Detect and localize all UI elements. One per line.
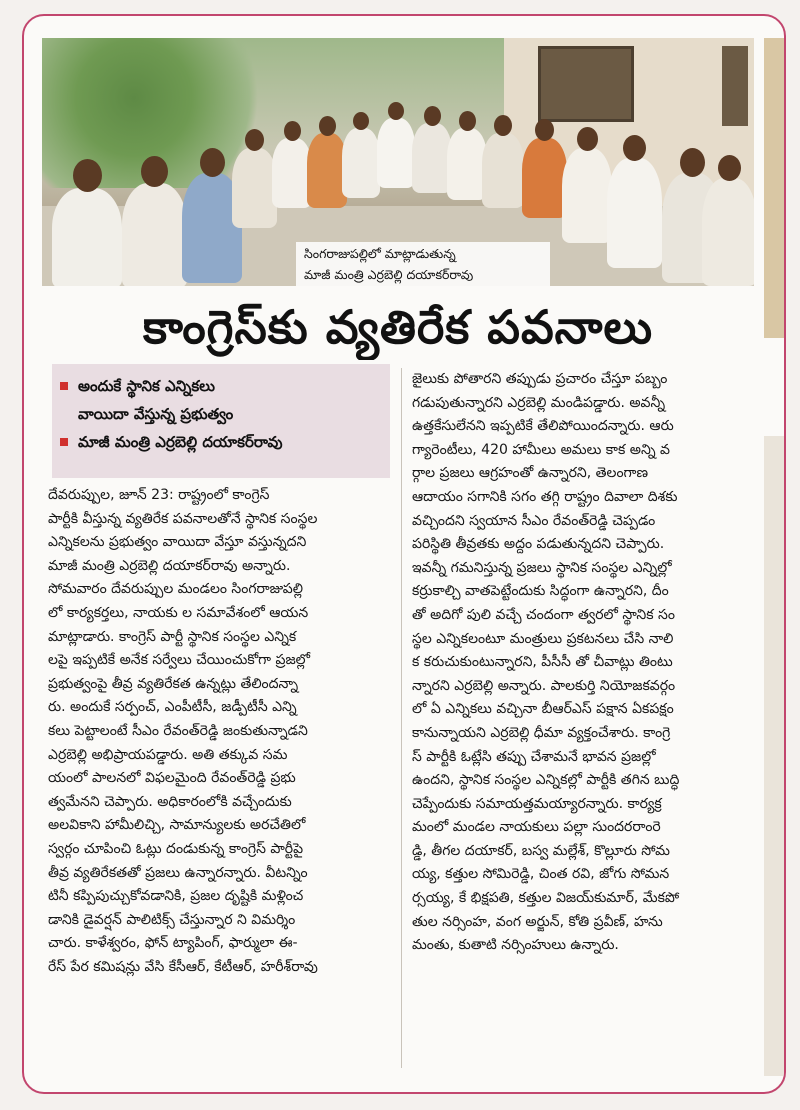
article-line: సోమవారం దేవరుప్పుల మండలం సింగరాజుపల్లి	[48, 581, 303, 598]
article-line: మంతు, కుతాటి నర్సింహులు ఉన్నారు.	[412, 937, 619, 954]
newspaper-clipping	[22, 14, 786, 1094]
article-line: గ్యారెంటీలు, 420 హామీలు అమలు కాక అన్ని వ	[412, 441, 671, 458]
highlight-text: మాజీ మంత్రి ఎర్రబెల్లి దయాకర్‌రావు	[78, 433, 283, 451]
highlight-box	[52, 364, 390, 478]
article-line: మాట్లాడారు. కాంగ్రెస్ పార్టీ స్థానిక సంస్థల ఎన్నిక	[48, 628, 297, 645]
article-line: లపై ఇప్పటికే అనేక సర్వేలు చేయించుకోగా ప్రజల్లో	[48, 652, 311, 669]
article-line: మాజీ మంత్రి ఎర్రబెల్లి దయాకర్‌రావు అన్నారు.	[48, 557, 291, 574]
photo-caption	[296, 242, 550, 286]
news-photo	[42, 38, 754, 286]
article-line: కర్రుకాల్చి వాతపెట్టేందుకు సిద్ధంగా ఉన్నారని, దీం	[412, 583, 669, 600]
photo-caption-line2: మాజీ మంత్రి ఎర్రబెల్లి దయాకర్‌రావు	[304, 267, 474, 282]
bullet-icon	[60, 382, 68, 390]
article-line: దేవరుప్పుల, జూన్ 23: రాష్ట్రంలో కాంగ్రెస్	[48, 487, 270, 503]
column-divider	[401, 368, 402, 1068]
highlight-text-cont: వాయిదా వేస్తున్న ప్రభుత్వం	[78, 405, 234, 423]
article-line: వచ్చిందని స్వయాన సీఎం రేవంత్‌రెడ్డి చెప్పడం	[412, 512, 656, 529]
article-line: కలు పెట్టాలంటే సీఎం రేవంత్‌రెడ్డి జంకుతున్నాడని	[48, 722, 308, 739]
article-line: స్వర్గం చూపించి ఓట్లు దండుకున్న కాంగ్రెస్ పార్టీపై	[48, 840, 304, 857]
article-line: కానున్నాయని ఎర్రబెల్లి ధీమా వ్యక్తంచేశారు. కాంగ్రె	[412, 724, 671, 741]
article-line: ప్రభుత్వంపై తీవ్ర వ్యతిరేకత ఉన్నట్లు తేలిందన్నా	[48, 675, 299, 692]
highlight-item	[60, 372, 384, 400]
article-line: తీవ్ర వ్యతిరేకతతో ప్రజలు ఉన్నారన్నారు. వీటన్నిం	[48, 864, 308, 881]
article-line: ఎర్రబెల్లి అభిప్రాయపడ్డారు. అతి తక్కువ సమ	[48, 746, 288, 763]
article-line: పార్టీకి వీస్తున్న వ్యతిరేక పవనాలతోనే స్థానిక సంస్థల	[48, 510, 318, 527]
article-line: తో అదిగో పులి వచ్చే చందంగా త్వరలో స్థానిక సం	[412, 606, 675, 623]
article-line: ఇవన్నీ గమనిస్తున్న ప్రజలు స్థానిక సంస్థల ఎన్నిల్లో	[412, 559, 672, 576]
article-line: ర్సయ్య, కే భిక్షపతి, కత్తుల విజయ్‌కుమార్, మేకపో	[412, 890, 680, 907]
article-line: పరిస్థితి తీవ్రతకు అద్దం పడుతున్నదని చెప్పారు.	[412, 536, 665, 553]
article-line: న్నారని ఎర్రబెల్లి అన్నారు. పాలకుర్తి నియోజకవర్గం	[412, 677, 676, 694]
article-column-right	[412, 368, 754, 958]
article-line: స్ పార్టీకి ఓట్లేసి తప్పు చేశామనే భావన ప్రజల్లో	[412, 748, 656, 765]
photo-caption-line1: సింగరాజుపల్లిలో మాట్లాడుతున్న	[304, 246, 456, 261]
article-line: ఉత్తకేసులేనని ఇప్పటికే తేలిపోయిందన్నారు. ఆరు	[412, 418, 674, 435]
article-line: ర్గాల ప్రజలు ఆగ్రహంతో ఉన్నారని, తెలంగాణ	[412, 465, 649, 482]
article-line: లో కార్యకర్తలు, నాయకు ల సమావేశంలో ఆయన	[48, 604, 309, 621]
article-column-left	[48, 484, 394, 979]
adjacent-article-edge	[764, 436, 786, 1076]
bullet-icon	[60, 438, 68, 446]
article-line: ఎన్నికలను ప్రభుత్వం వాయిదా వేస్తూ వస్తున్నదని	[48, 534, 307, 551]
article-line: టినీ కప్పిపుచ్చుకోవడానికి, ప్రజల దృష్టికి మళ్లించ	[48, 888, 304, 905]
article-line: త్వమేనని చెప్పారు. అధికారంలోకి వచ్చేందుకు	[48, 793, 292, 810]
adjacent-article-edge	[764, 38, 786, 338]
article-line: యంలో పాలనలో విఫలమైంది రేవంత్‌రెడ్డి ప్రభు	[48, 770, 296, 787]
article-line: రేస్ పేర కమిషన్లు వేసి కేసీఆర్, కేటీఆర్, హరీశ్‌రావు	[48, 958, 318, 975]
article-line: క కరుచుకుంటున్నారని, పీసీసీ తో చీవాట్లు తింటు	[412, 654, 673, 671]
article-line: ఆదాయం సగానికి సగం తగ్గి రాష్ట్రం దివాలా దిశకు	[412, 488, 678, 505]
article-line: జైలుకు పోతారని తప్పుడు ప్రచారం చేస్తూ పబ్బం	[412, 371, 668, 387]
article-line: తుల నర్సింహ, వంగ అర్జున్, కోతి ప్రవీణ్, హను	[412, 913, 663, 930]
article-line: అలవికాని హామీలిచ్చి, సామాన్యులకు అరచేతిలో	[48, 817, 306, 834]
article-line: డానికి డైవర్షన్ పాలిటిక్స్ చేస్తున్నార ని విమర్శిం	[48, 911, 296, 928]
headline: కాంగ్రెస్‌కు వ్యతిరేక పవనాలు	[142, 300, 654, 354]
article-line: గడుపుతున్నారని ఎర్రబెల్లి మండిపడ్డారు. అవన్నీ	[412, 394, 666, 411]
article-line: లో ఏ ఎన్నికలు వచ్చినా బీఆర్ఎస్ పక్షాన ఏకపక్షం	[412, 701, 674, 718]
article-line: మంలో మండల నాయకులు పల్లా సుందరరాంరె	[412, 819, 661, 836]
article-line: రు. అందుకే సర్పంచ్, ఎంపీటీసీ, జడ్పీటీసీ ఎన్ని	[48, 699, 297, 716]
article-line: ఉందని, స్థానిక సంస్థల ఎన్నికల్లో పార్టీకి తగిన బుద్ధి	[412, 772, 680, 789]
article-line: చారు. కాళేశ్వరం, ఫోన్ ట్యాపింగ్, ఫార్ములా ఈ-	[48, 935, 298, 952]
article-line: స్థల ఎన్నికలంటూ మంత్రులు ప్రకటనలు చేసి నాలి	[412, 630, 674, 647]
article-line: చెప్పేందుకు సమాయత్తమయ్యారన్నారు. కార్యక్ర	[412, 795, 662, 812]
article-line: డ్డి, తీగల దయాకర్, బస్వ మల్లేశ్, కొల్లూరు సోమ	[412, 842, 670, 859]
article-line: య్య, కత్తుల సోమిరెడ్డి, చింత రవి, జోగు సోమన	[412, 866, 670, 883]
highlight-item	[60, 428, 384, 456]
highlight-text: అందుకే స్థానిక ఎన్నికలు	[78, 377, 215, 395]
